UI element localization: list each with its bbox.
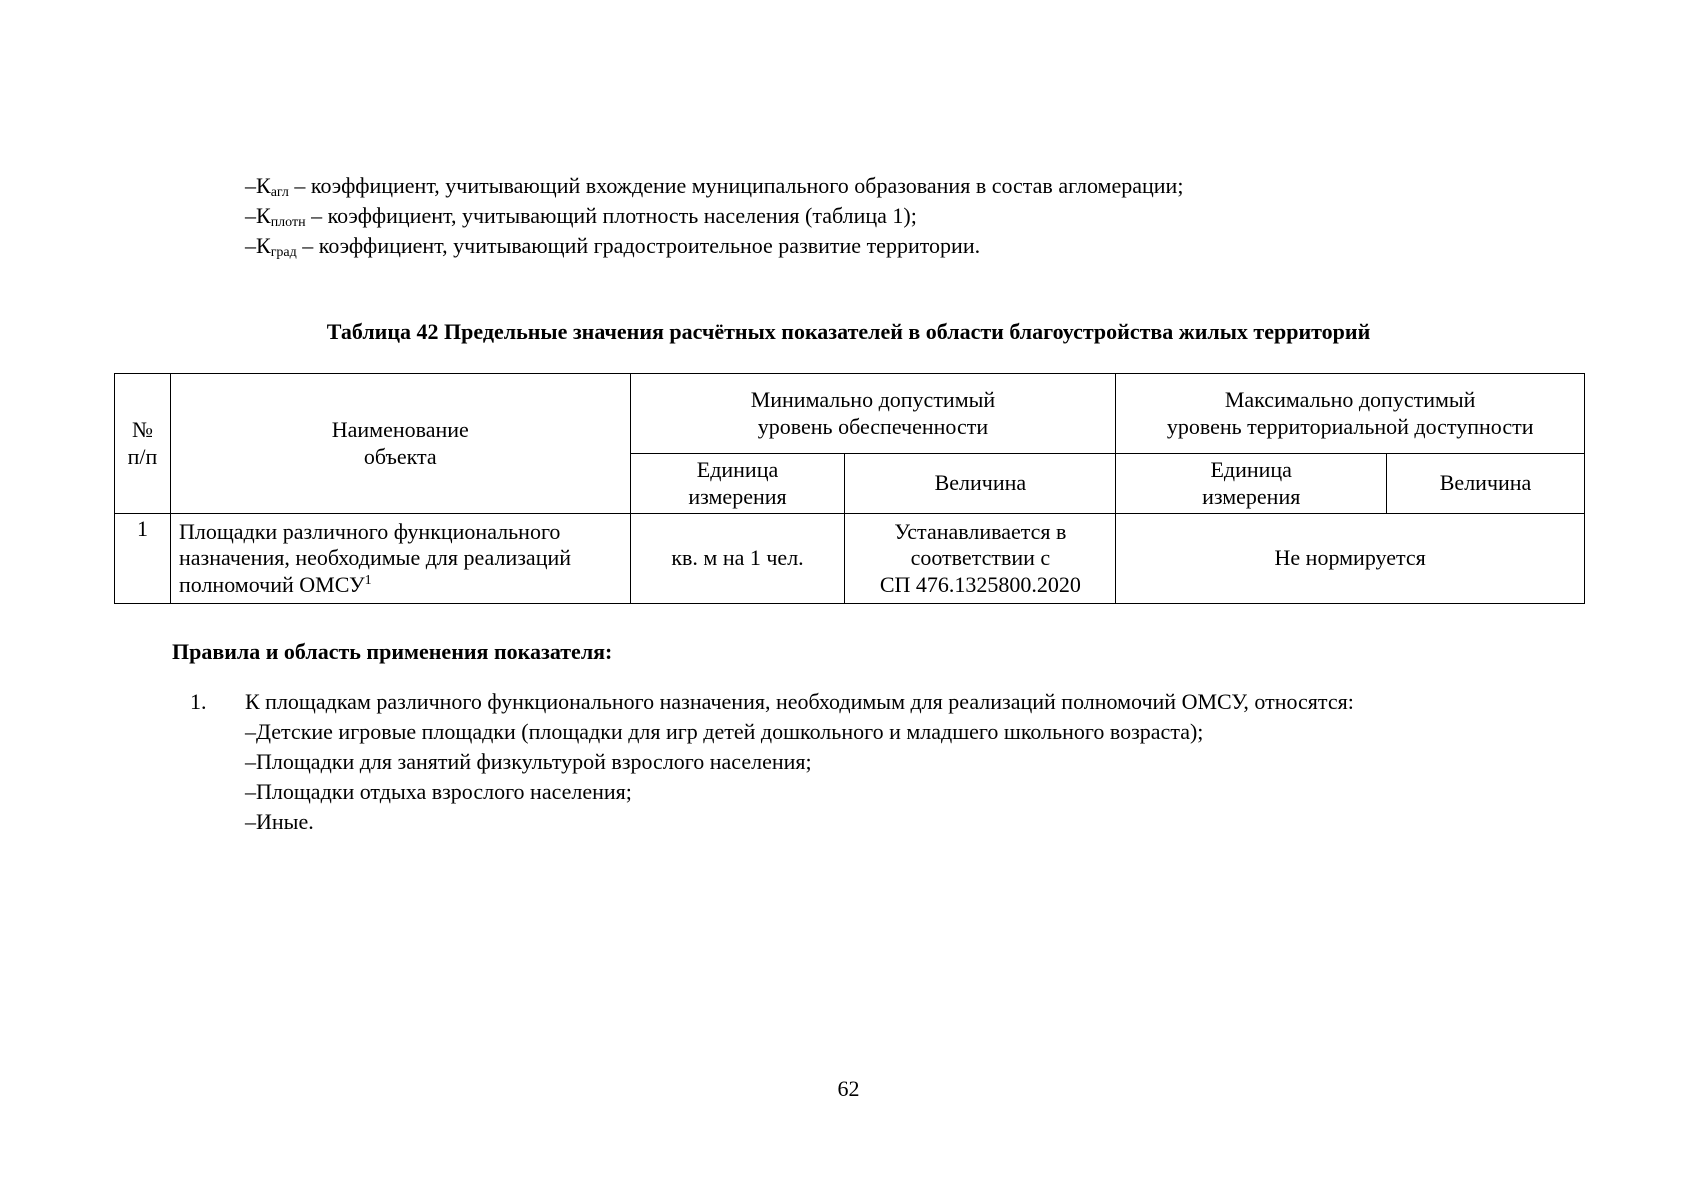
- rules-heading: Правила и область применения показателя:: [172, 639, 613, 664]
- header-name: Наименование объекта: [170, 374, 630, 514]
- row-name: Площадки различного функционального назначения, необходимые для реализаций полномочий ОМСУ$^1$: [170, 514, 630, 604]
- rule-text: К площадкам различного функционального назначения, необходимым для реализаций полномочий ОМСУ, относятся:: [245, 689, 1354, 714]
- header-min-group: Минимально допустимый уровень обеспеченности: [630, 374, 1116, 454]
- table-header-row: [115, 374, 1585, 454]
- footnote-marker: 1: [364, 572, 372, 588]
- rules-list: [190, 688, 1590, 838]
- rule-number: 1.: [190, 689, 207, 714]
- page-number: 62: [837, 1076, 860, 1101]
- header-max-value: Величина: [1387, 454, 1585, 514]
- header-num: № п/п: [115, 374, 171, 514]
- rule-subitem: –Иные.: [245, 809, 314, 834]
- row-min-value: Устанавливается в соответствии с СП 476.1325800.2020: [845, 514, 1116, 604]
- coefficient-item: –Кплотн – коэффициент, учитывающий плотность населения (таблица 1);: [245, 203, 917, 230]
- coefficient-item: –Кград – коэффициент, учитывающий градостроительное развитие территории.: [245, 233, 981, 260]
- rule-subitem: –Площадки для занятий физкультурой взрослого населения;: [245, 749, 812, 774]
- rule-subitem: –Детские игровые площадки (площадки для игр детей дошкольного и младшего школьного возраста);: [245, 719, 1204, 744]
- row-max-value: Не нормируется: [1116, 514, 1585, 604]
- header-min-unit: Единица измерения: [630, 454, 845, 514]
- row-num: 1: [115, 514, 171, 604]
- header-min-value: Величина: [845, 454, 1116, 514]
- table-row: [115, 514, 1585, 604]
- coefficient-list: [245, 172, 1445, 262]
- row-min-unit: кв. м на 1 чел.: [630, 514, 845, 604]
- header-max-group: Максимально допустимый уровень территориальной доступности: [1116, 374, 1585, 454]
- coefficient-item: –Кагл – коэффициент, учитывающий вхождение муниципального образования в состав агломерации;: [245, 173, 1184, 200]
- indicators-table: [114, 373, 1585, 604]
- rule-item: [190, 688, 1590, 718]
- header-max-unit: Единица измерения: [1116, 454, 1387, 514]
- table-caption: Таблица 42 Предельные значения расчётных показателей в области благоустройства жилых территорий: [326, 319, 1371, 344]
- rule-subitem: –Площадки отдыха взрослого населения;: [245, 779, 632, 804]
